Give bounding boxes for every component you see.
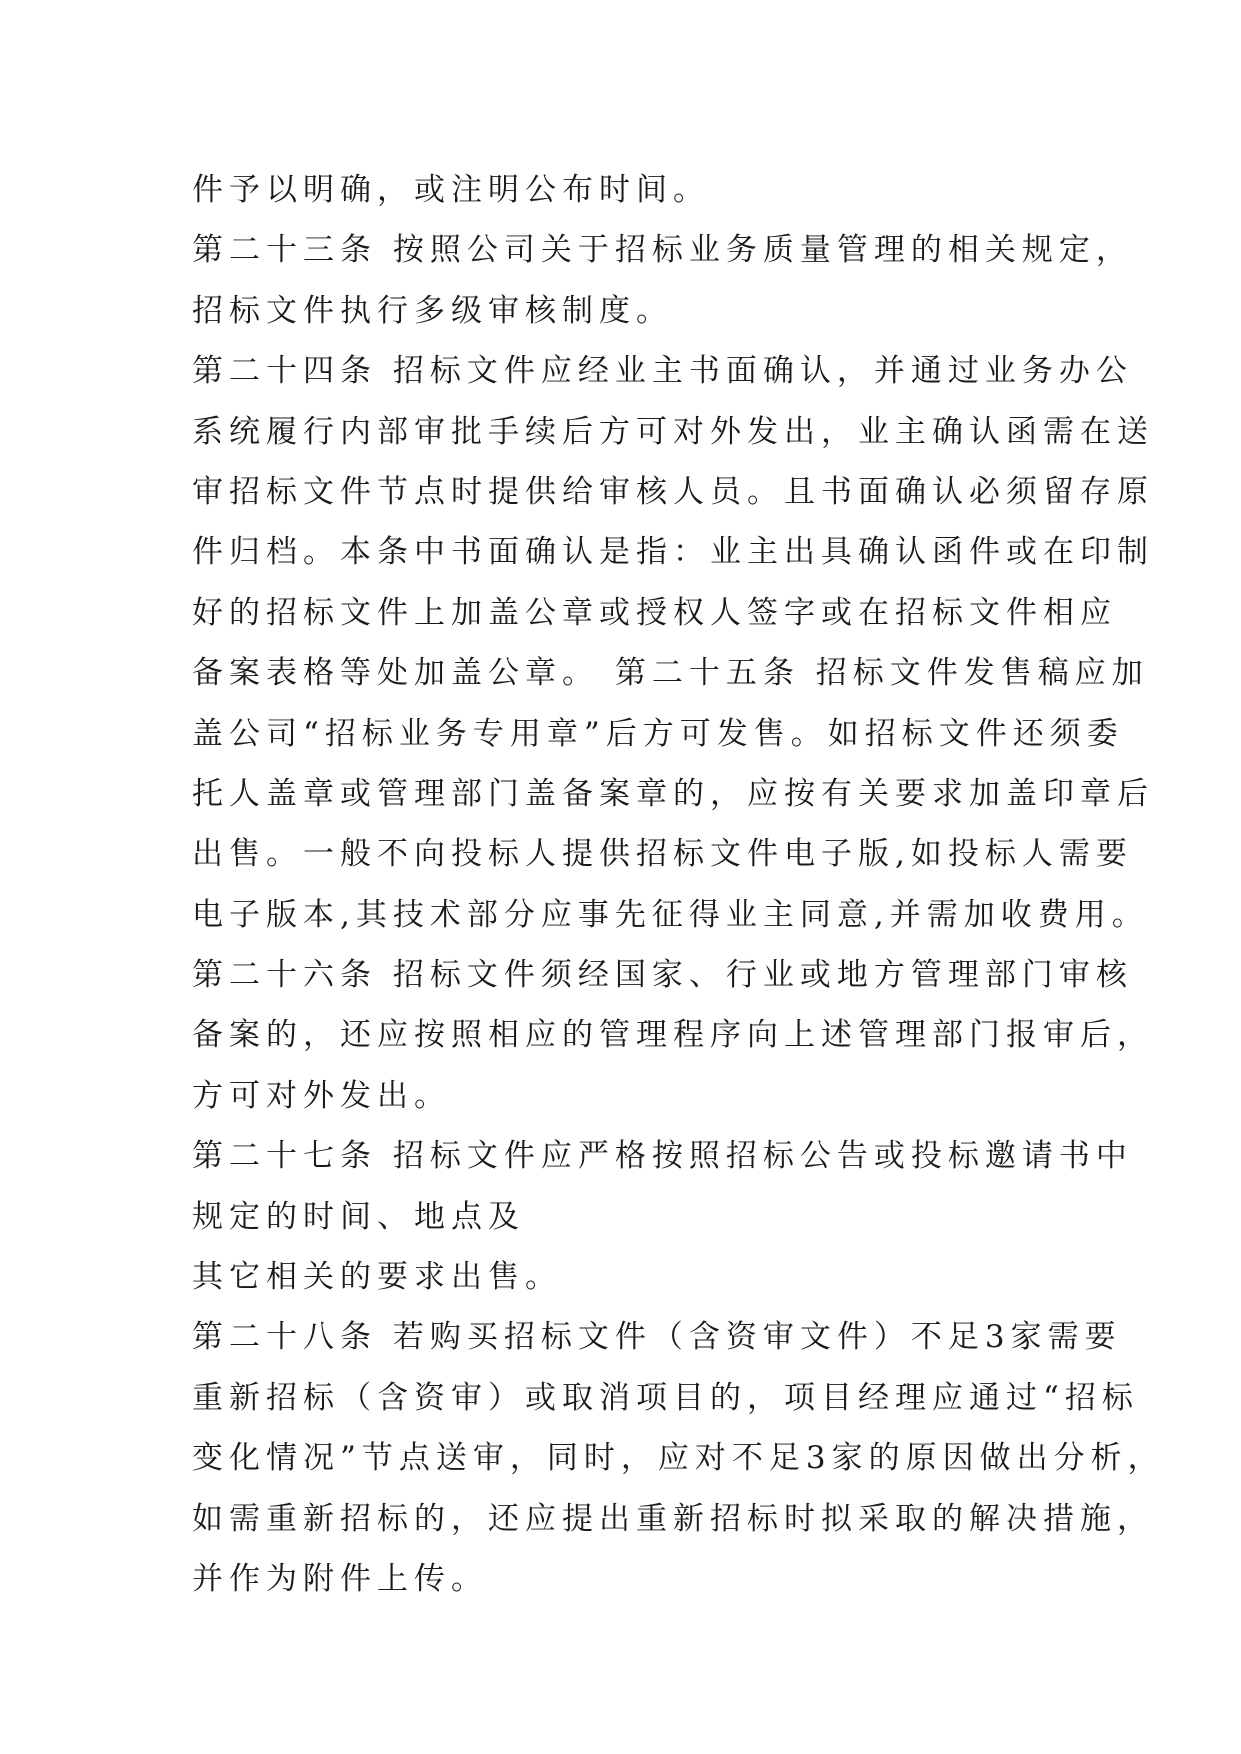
text-line: 招标文件执行多级审核制度。 (192, 292, 673, 329)
text-line: 其它相关的要求出售。 (192, 1259, 562, 1296)
text-line: 系统履行内部审批手续后方可对外发出，业主确认函需在送 (192, 413, 1154, 450)
text-line: 第二十四条 招标文件应经业主书面确认，并通过业务办公 (192, 353, 1133, 390)
text-line: 方可对外发出。 (192, 1077, 451, 1114)
text-line: 盖公司“招标业务专用章”后方可发售。如招标文件还须委 (192, 715, 1124, 752)
text-line: 如需重新招标的，还应提出重新招标时拟采取的解决措施， (192, 1500, 1154, 1537)
text-line: 件予以明确，或注明公布时间。 (192, 172, 710, 208)
document-body (192, 160, 1165, 1609)
text-line: 第二十六条 招标文件须经国家、行业或地方管理部门审核 (192, 957, 1133, 994)
text-line: 第二十三条 按照公司关于招标业务质量管理的相关规定， (192, 232, 1133, 269)
text-line: 好的招标文件上加盖公章或授权人签字或在招标文件相应 (192, 594, 1117, 631)
text-line: 电子版本,其技术部分应事先征得业主同意,并需加收费用。 (192, 896, 1149, 933)
text-line: 第二十八条 若购买招标文件（含资审文件）不足3家需要 (192, 1319, 1122, 1356)
text-line: 件归档。本条中书面确认是指：业主出具确认函件或在印制 (192, 534, 1154, 571)
text-line: 托人盖章或管理部门盖备案章的，应按有关要求加盖印章后 (192, 775, 1154, 812)
text-line: 备案的，还应按照相应的管理程序向上述管理部门报审后， (192, 1017, 1154, 1054)
text-line: 第二十七条 招标文件应严格按照招标公告或投标邀请书中 (192, 1138, 1133, 1175)
text-line: 规定的时间、地点及 (192, 1198, 525, 1235)
text-line: 出售。一般不向投标人提供招标文件电子版,如投标人需要 (192, 836, 1133, 873)
text-line: 备案表格等处加盖公章。 第二十五条 招标文件发售稿应加 (192, 655, 1149, 692)
text-line: 重新招标（含资审）或取消项目的，项目经理应通过“招标 (192, 1379, 1139, 1416)
text-line: 审招标文件节点时提供给审核人员。且书面确认必须留存原 (192, 473, 1154, 510)
text-line: 变化情况”节点送审，同时，应对不足3家的原因做出分析， (192, 1440, 1165, 1477)
text-line: 并作为附件上传。 (192, 1560, 488, 1597)
